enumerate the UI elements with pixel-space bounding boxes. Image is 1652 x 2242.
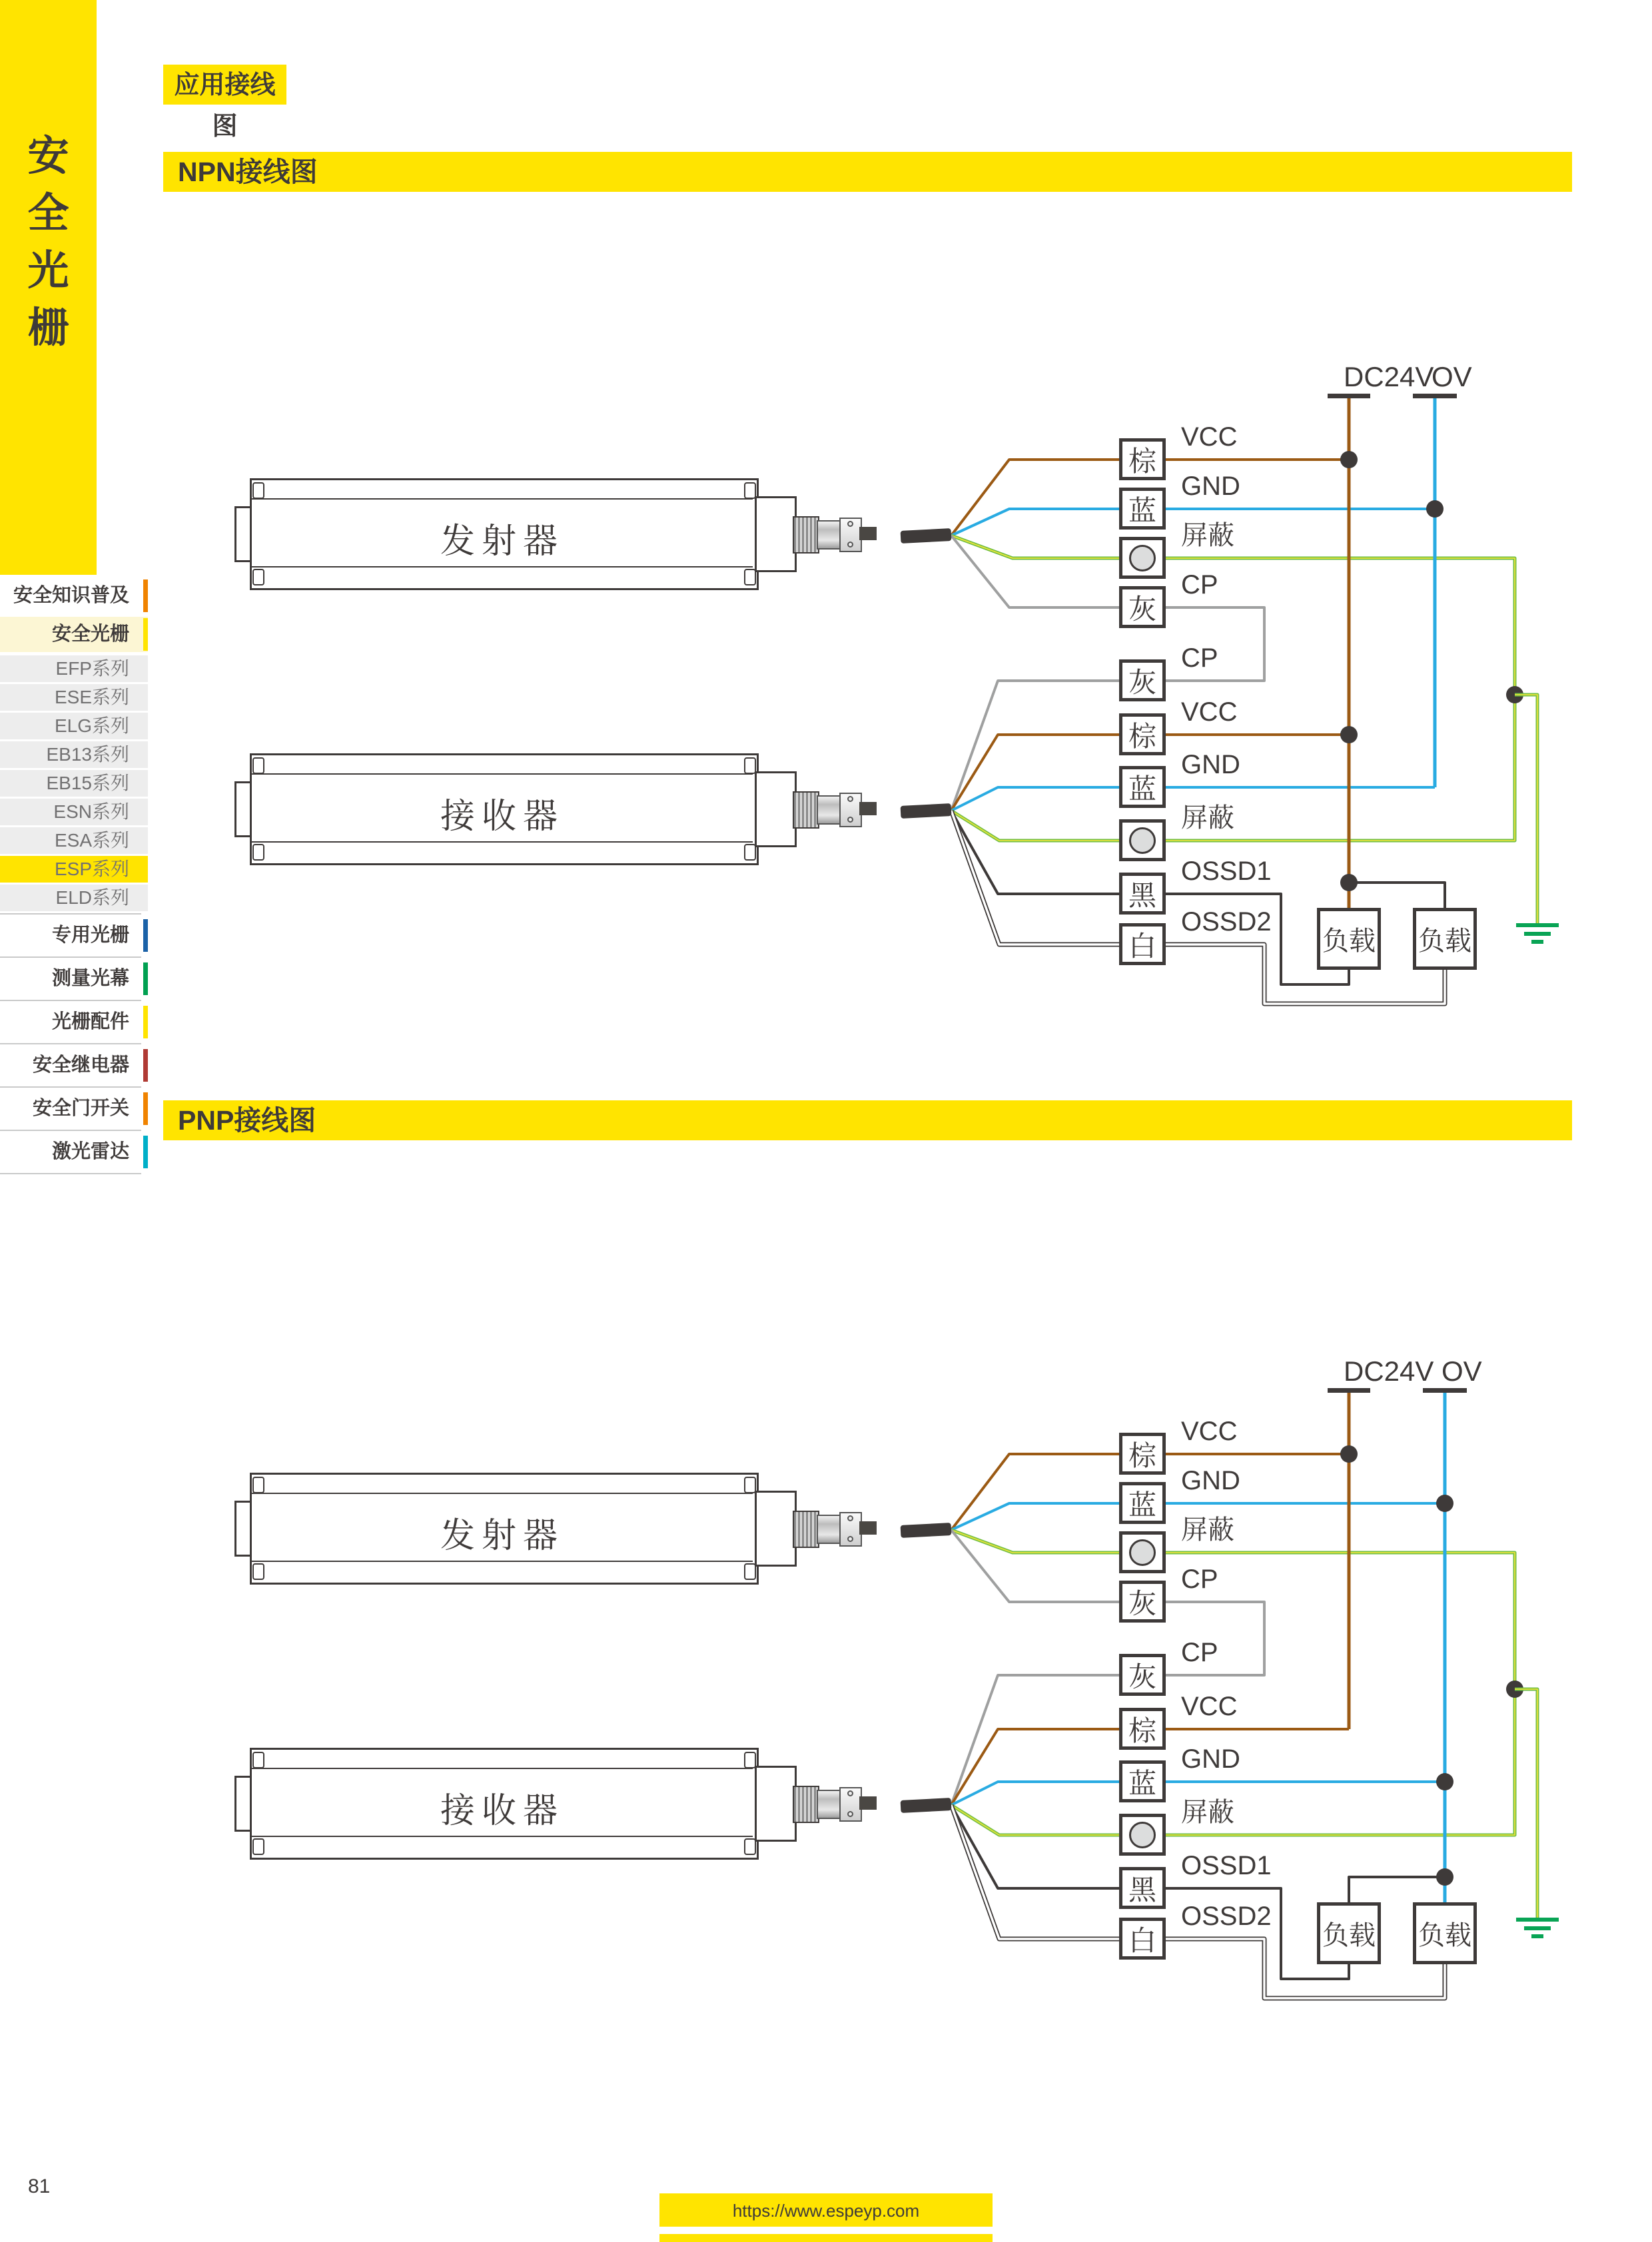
- pnp-r-OSSD1-signal-label: OSSD1: [1181, 1851, 1272, 1880]
- npn-load-2: 负载: [1413, 908, 1477, 970]
- page-tag: 应用接线图: [163, 65, 286, 105]
- npn-receiver-endblock: [755, 771, 797, 847]
- npn-receiver-connector-barrel: [817, 795, 842, 825]
- sidebar-item-16[interactable]: 安全门开关: [0, 1091, 148, 1126]
- ground-symbol-bar: [1516, 923, 1559, 927]
- npn-r-OSSD1-box: 黑: [1119, 873, 1166, 915]
- pnp-transmitter-endblock: [755, 1491, 797, 1567]
- npn-r-VCC-box: 棕: [1119, 713, 1166, 755]
- npn-receiver-slot: [252, 844, 264, 861]
- npn-receiver-cable-stub: [901, 803, 952, 819]
- npn-transmitter-label: 发射器: [440, 522, 564, 561]
- pnp-r-屏蔽-box: [1119, 1814, 1166, 1856]
- section-title-pnp: PNP接线图: [163, 1100, 1572, 1140]
- pnp-ov-bar: [1423, 1388, 1467, 1393]
- pnp-r-屏蔽-signal-label: 屏蔽: [1181, 1798, 1234, 1827]
- pnp-receiver-connector-knurl: [793, 1786, 819, 1823]
- npn-transmitter-screw: [847, 521, 853, 527]
- npn-r-CP-signal-label: CP: [1181, 643, 1218, 673]
- pnp-ov-label: OV: [1442, 1355, 1482, 1387]
- sidebar-item-15[interactable]: 安全继电器: [0, 1048, 148, 1083]
- page-number: 81: [28, 2175, 51, 2197]
- banner-title-char: 光: [27, 248, 69, 294]
- npn-receiver-screw: [847, 817, 853, 823]
- ground-symbol-bar: [1524, 1926, 1551, 1930]
- npn-receiver-rail: [252, 841, 753, 843]
- sidebar-item-17[interactable]: 激光雷达: [0, 1134, 148, 1170]
- pnp-r-OSSD1-box: 黑: [1119, 1867, 1166, 1909]
- shield-circle-icon: [1129, 827, 1156, 854]
- pnp-load-2: 负载: [1413, 1902, 1477, 1964]
- pnp-r-VCC-box: 棕: [1119, 1708, 1166, 1750]
- pnp-dc24v-bar: [1328, 1388, 1370, 1393]
- npn-transmitter-slot: [252, 482, 264, 499]
- pnp-receiver-rail: [252, 1768, 753, 1769]
- npn-transmitter-rail: [252, 566, 753, 567]
- pnp-receiver-rail: [252, 1836, 753, 1837]
- pnp-t-VCC-box: 棕: [1119, 1433, 1166, 1475]
- npn-dc24v-label: DC24V: [1344, 361, 1434, 392]
- npn-t-GND-signal-label: GND: [1181, 472, 1240, 501]
- pnp-transmitter-screw: [847, 1515, 853, 1521]
- sidebar-item-2[interactable]: 安全光栅: [0, 617, 148, 652]
- npn-transmitter-slot: [252, 569, 264, 585]
- ground-symbol-bar: [1524, 932, 1551, 936]
- npn-transmitter-rail: [252, 498, 753, 500]
- sidebar-item-6[interactable]: EB13系列: [0, 741, 148, 768]
- npn-r-OSSD2-box: 白: [1119, 923, 1166, 965]
- npn-t-屏蔽-signal-label: 屏蔽: [1181, 521, 1234, 550]
- pnp-r-CP-box: 灰: [1119, 1654, 1166, 1696]
- pnp-receiver-slot: [252, 1752, 264, 1768]
- pnp-t-GND-box: 蓝: [1119, 1482, 1166, 1524]
- pnp-t-VCC-signal-label: VCC: [1181, 1417, 1238, 1446]
- section-title-npn: NPN接线图: [163, 152, 1572, 192]
- pnp-r-CP-signal-label: CP: [1181, 1638, 1218, 1667]
- npn-r-OSSD1-signal-label: OSSD1: [1181, 857, 1272, 886]
- pnp-transmitter-connector-flange: [839, 1512, 862, 1547]
- npn-t-CP-signal-label: CP: [1181, 570, 1218, 599]
- pnp-r-GND-box: 蓝: [1119, 1760, 1166, 1802]
- pnp-receiver-label: 接收器: [440, 1792, 564, 1830]
- npn-receiver-rail: [252, 773, 753, 775]
- pnp-t-CP-signal-label: CP: [1181, 1565, 1218, 1594]
- npn-r-OSSD2-signal-label: OSSD2: [1181, 907, 1272, 936]
- pnp-receiver-connector-barrel: [817, 1790, 842, 1819]
- pnp-receiver-slot: [252, 1838, 264, 1855]
- pnp-dc24v-label: DC24V: [1344, 1355, 1434, 1387]
- pnp-transmitter-connector-tip: [859, 1521, 877, 1535]
- pnp-r-OSSD2-box: 白: [1119, 1918, 1166, 1960]
- banner-title-char: 栅: [27, 305, 69, 351]
- sidebar-item-10[interactable]: ESP系列: [0, 856, 148, 883]
- pnp-receiver-screw: [847, 1811, 853, 1817]
- npn-dc24v-bar: [1328, 394, 1370, 398]
- footer-strip: [659, 2234, 993, 2242]
- npn-receiver-connector-flange: [839, 793, 862, 827]
- npn-r-屏蔽-signal-label: 屏蔽: [1181, 803, 1234, 833]
- npn-receiver-connector-knurl: [793, 791, 819, 829]
- ground-symbol-bar: [1531, 940, 1543, 944]
- npn-transmitter-connector-flange: [839, 518, 862, 552]
- npn-r-VCC-signal-label: VCC: [1181, 697, 1238, 727]
- footer-url[interactable]: https://www.espeyp.com: [659, 2193, 993, 2227]
- npn-transmitter-connector-tip: [859, 527, 877, 540]
- banner-title-char: 安: [27, 133, 69, 179]
- sidebar-item-13[interactable]: 测量光幕: [0, 961, 148, 996]
- sidebar-item-12[interactable]: 专用光栅: [0, 918, 148, 953]
- shield-circle-icon: [1129, 545, 1156, 571]
- npn-transmitter-cable-stub: [901, 528, 952, 544]
- npn-t-VCC-signal-label: VCC: [1181, 422, 1238, 452]
- sidebar-item-8[interactable]: ESN系列: [0, 799, 148, 825]
- sidebar-item-11[interactable]: ELD系列: [0, 885, 148, 911]
- pnp-transmitter-connector-knurl: [793, 1511, 819, 1548]
- sidebar-item-5[interactable]: ELG系列: [0, 713, 148, 739]
- shield-circle-icon: [1129, 1539, 1156, 1566]
- shield-circle-icon: [1129, 1822, 1156, 1848]
- pnp-transmitter-label: 发射器: [440, 1517, 564, 1555]
- pnp-t-GND-signal-label: GND: [1181, 1466, 1240, 1495]
- npn-load-1: 负载: [1317, 908, 1381, 970]
- pnp-t-屏蔽-box: [1119, 1531, 1166, 1573]
- pnp-transmitter-rail: [252, 1561, 753, 1562]
- pnp-t-CP-box: 灰: [1119, 1581, 1166, 1623]
- npn-ov-bar: [1413, 394, 1457, 398]
- banner-title-char: 全: [27, 190, 69, 236]
- npn-t-VCC-box: 棕: [1119, 438, 1166, 480]
- pnp-receiver-connector-flange: [839, 1787, 862, 1822]
- pnp-transmitter-slot: [252, 1563, 264, 1580]
- pnp-transmitter-screw: [847, 1536, 853, 1542]
- npn-receiver-slot: [252, 757, 264, 774]
- pnp-receiver-cable-stub: [901, 1798, 952, 1813]
- ground-symbol-bar: [1516, 1918, 1559, 1922]
- pnp-receiver-screw: [847, 1790, 853, 1796]
- sidebar-item-14[interactable]: 光栅配件: [0, 1004, 148, 1040]
- pnp-t-屏蔽-signal-label: 屏蔽: [1181, 1515, 1234, 1545]
- npn-t-屏蔽-box: [1119, 537, 1166, 579]
- pnp-load-1: 负载: [1317, 1902, 1381, 1964]
- npn-receiver-screw: [847, 796, 853, 802]
- pnp-transmitter-rail: [252, 1493, 753, 1494]
- npn-receiver-label: 接收器: [440, 797, 564, 836]
- sidebar-item-9[interactable]: ESA系列: [0, 827, 148, 854]
- pnp-receiver-connector-tip: [859, 1796, 877, 1810]
- pnp-transmitter-connector-barrel: [817, 1515, 842, 1544]
- npn-transmitter-connector-knurl: [793, 516, 819, 554]
- pnp-transmitter-cable-stub: [901, 1523, 952, 1538]
- npn-r-GND-signal-label: GND: [1181, 750, 1240, 779]
- sidebar-item-4[interactable]: ESE系列: [0, 684, 148, 711]
- npn-ov-label: OV: [1432, 361, 1472, 392]
- pnp-r-GND-signal-label: GND: [1181, 1744, 1240, 1774]
- pnp-transmitter-slot: [252, 1477, 264, 1493]
- npn-r-屏蔽-box: [1119, 819, 1166, 861]
- pnp-receiver-endblock: [755, 1766, 797, 1842]
- sidebar-item-7[interactable]: EB15系列: [0, 770, 148, 797]
- npn-r-CP-box: 灰: [1119, 659, 1166, 701]
- pnp-r-OSSD2-signal-label: OSSD2: [1181, 1902, 1272, 1931]
- npn-transmitter-connector-barrel: [817, 520, 842, 550]
- npn-receiver-connector-tip: [859, 802, 877, 815]
- sidebar-item-3[interactable]: EFP系列: [0, 655, 148, 682]
- npn-t-GND-box: 蓝: [1119, 488, 1166, 530]
- npn-t-CP-box: 灰: [1119, 586, 1166, 628]
- npn-r-GND-box: 蓝: [1119, 766, 1166, 808]
- pnp-r-VCC-signal-label: VCC: [1181, 1692, 1238, 1721]
- npn-transmitter-screw: [847, 542, 853, 548]
- ground-symbol-bar: [1531, 1934, 1543, 1938]
- npn-transmitter-endblock: [755, 496, 797, 572]
- sidebar-item-1[interactable]: 安全知识普及: [0, 578, 148, 613]
